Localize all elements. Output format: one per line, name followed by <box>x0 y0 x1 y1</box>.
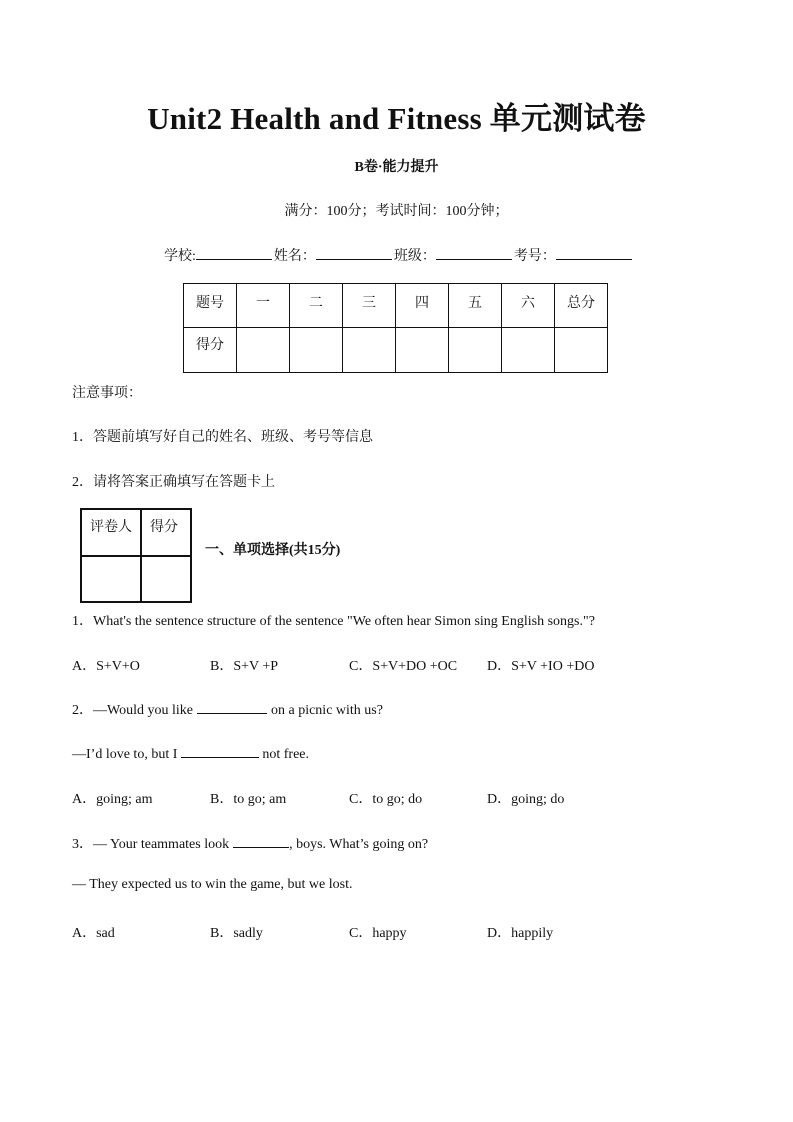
grader-score-cell[interactable] <box>141 556 191 602</box>
section-title: 一、单项选择(共15分) <box>205 543 341 558</box>
question-stem-part: on a picnic with us? <box>270 703 383 718</box>
score-table-header-row <box>184 284 608 328</box>
answer-option[interactable]: C．S+V+DO +OC <box>349 659 458 674</box>
question-stem <box>72 833 428 853</box>
answer-blank[interactable] <box>233 834 289 848</box>
school-blank[interactable] <box>196 245 272 260</box>
score-header-cell: 二 <box>290 284 343 328</box>
answer-option[interactable]: A．S+V+O <box>72 659 140 674</box>
answer-option[interactable]: C．to go; do <box>349 792 423 807</box>
paper-subtitle: B卷·能力提升 <box>354 160 439 175</box>
note-item: 1．答题前填写好自己的姓名、班级、考号等信息 <box>72 430 373 445</box>
answer-option[interactable]: A．going; am <box>72 792 153 807</box>
answer-option[interactable]: D．going; do <box>487 792 565 807</box>
question-stem-part: not free. <box>262 747 310 762</box>
name-blank[interactable] <box>316 245 392 260</box>
answer-option[interactable]: B．to go; am <box>210 792 287 807</box>
class-blank[interactable] <box>436 245 512 260</box>
score-cell[interactable] <box>290 328 343 373</box>
score-header-cell: 一 <box>237 284 290 328</box>
class-label: 班级： <box>393 249 436 264</box>
grader-score-label: 得分 <box>141 509 191 556</box>
score-table <box>183 283 608 373</box>
question-stem-part: , boys. What’s going on? <box>289 837 429 852</box>
score-header-cell: 总分 <box>555 284 608 328</box>
answer-option[interactable]: C．happy <box>349 926 407 941</box>
score-row-label: 得分 <box>184 328 237 373</box>
score-header-cell: 三 <box>343 284 396 328</box>
grader-cell[interactable] <box>81 556 141 602</box>
answer-option[interactable]: D．happily <box>487 926 554 941</box>
score-cell[interactable] <box>502 328 555 373</box>
score-header-cell: 题号 <box>184 284 237 328</box>
score-header-cell: 四 <box>396 284 449 328</box>
school-label: 学校: <box>164 249 196 264</box>
score-header-cell: 六 <box>502 284 555 328</box>
question-stem: 1．What's the sentence structure of the sentence "We often hear Simon sing English songs."? <box>72 614 595 629</box>
score-header-cell: 五 <box>449 284 502 328</box>
question-stem-part: 3．— Your teammates look <box>72 837 230 852</box>
question-stem-part: —I’d love to, but I <box>72 747 178 762</box>
exam-number-blank[interactable] <box>556 245 632 260</box>
score-cell[interactable] <box>343 328 396 373</box>
answer-blank[interactable] <box>181 744 259 758</box>
note-item: 2．请将答案正确填写在答题卡上 <box>72 475 275 490</box>
exam-number-label: 考号： <box>513 249 556 264</box>
name-label: 姓名： <box>273 249 316 264</box>
answer-option[interactable]: B．S+V +P <box>210 659 279 674</box>
score-table-score-row <box>184 328 608 373</box>
question-stem <box>72 699 383 719</box>
answer-option[interactable]: B．sadly <box>210 926 263 941</box>
question-stem-part: 2．—Would you like <box>72 703 193 718</box>
exam-meta: 满分：100分；考试时间：100分钟； <box>284 204 509 219</box>
student-info-line <box>164 245 634 265</box>
score-cell[interactable] <box>555 328 608 373</box>
score-cell[interactable] <box>396 328 449 373</box>
question-dialogue-line: — They expected us to win the game, but we lost. <box>72 877 353 892</box>
score-cell[interactable] <box>449 328 502 373</box>
score-cell[interactable] <box>237 328 290 373</box>
grader-label: 评卷人 <box>81 509 141 556</box>
answer-blank[interactable] <box>197 700 267 714</box>
answer-option[interactable]: D．S+V +IO +DO <box>487 659 595 674</box>
question-dialogue-line <box>72 744 309 763</box>
page-title: Unit2 Health and Fitness 单元测试卷 <box>147 101 646 136</box>
answer-option[interactable]: A．sad <box>72 926 115 941</box>
notes-heading: 注意事项： <box>72 386 142 401</box>
grader-table <box>80 508 192 603</box>
